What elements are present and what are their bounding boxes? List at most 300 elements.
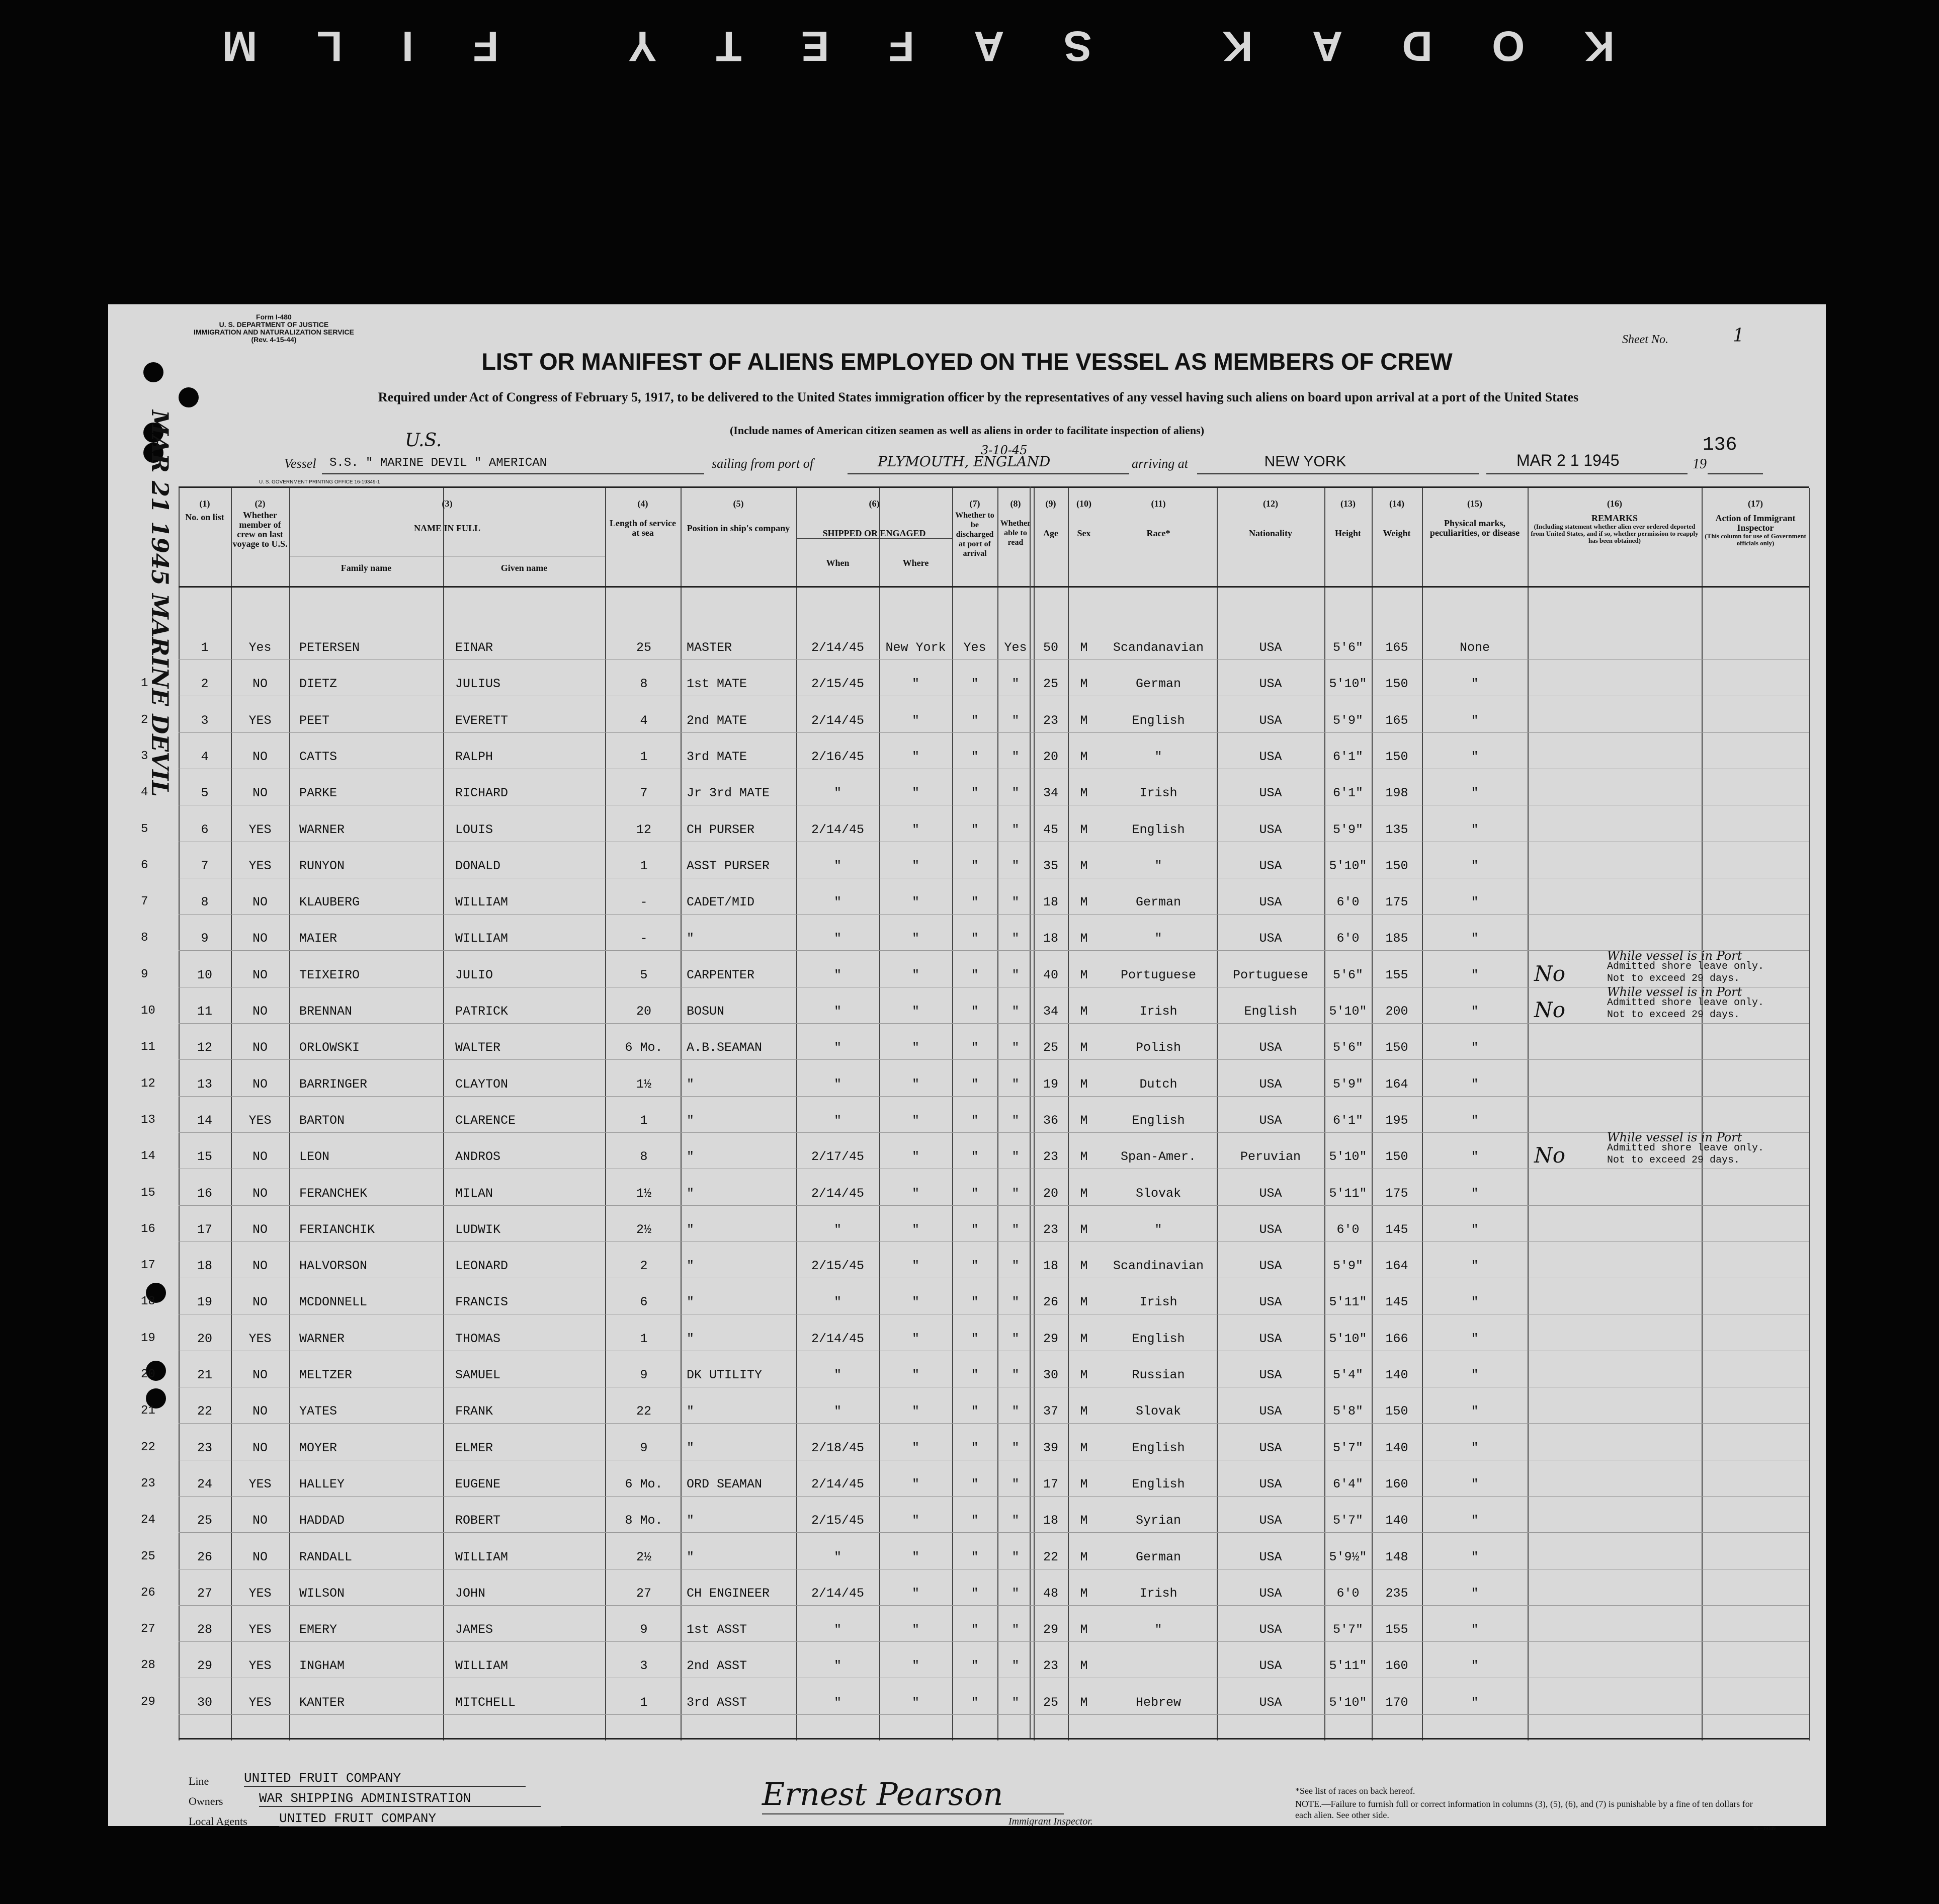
cell-read: " (1011, 1004, 1020, 1019)
cell-family: BARRINGER (299, 1077, 368, 1092)
margin-line-number: 18 (141, 1295, 155, 1309)
cell-age: 23 (1043, 1222, 1058, 1237)
cell-given: JULIO (455, 967, 493, 982)
cell-where: " (911, 677, 919, 692)
cell-where: " (911, 1695, 919, 1710)
cell-given: JAMES (455, 1622, 493, 1637)
cell-where: " (911, 713, 919, 728)
cell-last: YES (248, 1331, 272, 1346)
cell-pos: A.B.SEAMAN (687, 1040, 763, 1055)
cell-where: " (911, 895, 919, 910)
cell-nat: USA (1259, 677, 1282, 692)
cell-age: 25 (1043, 677, 1058, 692)
cell-disc: " (971, 1549, 979, 1564)
cell-pos: 1st MATE (687, 677, 747, 692)
cell-ht: 6'0 (1336, 1586, 1360, 1601)
margin-line-number: 28 (141, 1659, 155, 1673)
cell-sex: M (1080, 1440, 1088, 1455)
cell-where: " (911, 1331, 919, 1346)
cell-last: NO (252, 1186, 268, 1201)
cell-family: RANDALL (299, 1549, 353, 1564)
cell-nat: USA (1259, 1113, 1282, 1128)
cell-no: 27 (197, 1586, 212, 1601)
cell-family: EMERY (299, 1622, 338, 1637)
cell-pos: MASTER (687, 640, 732, 655)
cell-race: Scandanavian (1113, 640, 1204, 655)
cell-age: 50 (1043, 640, 1058, 655)
cell-race: Dutch (1139, 1077, 1177, 1092)
cell-sex: M (1080, 967, 1088, 982)
cell-race: English (1132, 1476, 1185, 1492)
cell-wt: 175 (1385, 1186, 1408, 1201)
cell-race: Irish (1139, 1004, 1177, 1019)
cell-race: German (1135, 677, 1181, 692)
cell-svc: 1 (640, 749, 648, 764)
cell-sex: M (1080, 822, 1088, 837)
cell-family: MCDONNELL (299, 1295, 368, 1310)
cell-given: JOHN (455, 1586, 486, 1601)
cell-given: WILLIAM (455, 895, 509, 910)
cell-disc: " (971, 713, 979, 728)
agents-value: UNITED FRUIT COMPANY (279, 1811, 561, 1827)
cell-pos: " (687, 1259, 695, 1274)
cell-sex: M (1080, 1659, 1088, 1674)
cell-family: ORLOWSKI (299, 1040, 360, 1055)
cell-race: Irish (1139, 1295, 1177, 1310)
cell-no: 8 (201, 895, 209, 910)
cell-where: " (911, 1440, 919, 1455)
cell-read: " (1011, 1077, 1020, 1092)
cell-no: 13 (197, 1077, 212, 1092)
cell-ht: 6'0 (1336, 895, 1360, 910)
cell-pos: 2nd MATE (687, 713, 747, 728)
cell-wt: 165 (1385, 713, 1408, 728)
cell-where: " (911, 1476, 919, 1492)
cell-pos: " (687, 1404, 695, 1419)
cell-svc: 20 (636, 1004, 651, 1019)
cell-nat: USA (1259, 1549, 1282, 1564)
sailing-port: PLYMOUTH, ENGLAND (878, 453, 1051, 470)
cell-where: " (911, 1513, 919, 1528)
cell-ht: 5'9" (1332, 1259, 1363, 1274)
cell-disc: " (971, 1513, 979, 1528)
cell-marks: None (1459, 640, 1490, 655)
cell-race: Hebrew (1135, 1695, 1181, 1710)
cell-wt: 185 (1385, 931, 1408, 946)
form-code: 16—19349 (1753, 1826, 1776, 1832)
col-header-action: Action of Immigrant Inspector (1715, 513, 1796, 533)
col-header-no: No. on list (185, 512, 224, 522)
cell-race: " (1154, 931, 1162, 946)
margin-line-number: 24 (141, 1513, 155, 1527)
cell-marks: " (1471, 822, 1479, 837)
cell-sex: M (1080, 1040, 1088, 1055)
cell-last: NO (252, 1004, 268, 1019)
remark-mark: No (1534, 998, 1566, 1022)
cell-when: 2/16/45 (811, 749, 865, 764)
cell-pos: 3rd MATE (687, 749, 747, 764)
cell-disc: " (971, 895, 979, 910)
cell-nat: USA (1259, 1295, 1282, 1310)
cell-age: 22 (1043, 1549, 1058, 1564)
cell-sex: M (1080, 1186, 1088, 1201)
cell-wt: 140 (1385, 1368, 1408, 1382)
cell-sex: M (1080, 895, 1088, 910)
cell-last: NO (252, 1149, 268, 1165)
cell-marks: " (1471, 858, 1479, 873)
cell-race: German (1135, 895, 1181, 910)
cell-when: 2/15/45 (811, 1259, 865, 1274)
cell-where: " (911, 1368, 919, 1382)
remark-text: Admitted shore leave only. (1607, 997, 1764, 1009)
cell-nat: USA (1259, 822, 1282, 837)
cell-no: 30 (197, 1695, 212, 1710)
cell-when: 2/18/45 (811, 1440, 865, 1455)
cell-marks: " (1471, 677, 1479, 692)
cell-age: 20 (1043, 1186, 1058, 1201)
cell-given: MITCHELL (455, 1695, 516, 1710)
cell-nat: USA (1259, 1404, 1282, 1419)
cell-family: FERIANCHIK (299, 1222, 375, 1237)
cell-read: " (1011, 1331, 1020, 1346)
cell-read: " (1011, 1259, 1020, 1274)
form-info: Form I-480 U. S. DEPARTMENT OF JUSTICE IMMIGRATION AND NATURALIZATION SERVICE (Rev. 4-15-44) (194, 313, 354, 344)
cell-no: 5 (201, 786, 209, 801)
cell-race: German (1135, 1549, 1181, 1564)
col-header-given-name: Given name (500, 563, 548, 573)
cell-where: " (911, 1549, 919, 1564)
cell-given: SAMUEL (455, 1368, 501, 1382)
cell-marks: " (1471, 1549, 1479, 1564)
cell-nat: USA (1259, 1368, 1282, 1382)
cell-sex: M (1080, 640, 1088, 655)
remark-text: Admitted shore leave only. (1607, 960, 1764, 972)
stamp-number: 136 (1703, 434, 1737, 456)
cell-sex: M (1080, 1404, 1088, 1419)
cell-age: 25 (1043, 1040, 1058, 1055)
cell-where: " (911, 1149, 919, 1165)
cell-read: " (1011, 1476, 1020, 1492)
cell-wt: 140 (1385, 1440, 1408, 1455)
cell-given: JULIUS (455, 677, 501, 692)
cell-age: 23 (1043, 713, 1058, 728)
cell-age: 45 (1043, 822, 1058, 837)
cell-family: HADDAD (299, 1513, 345, 1528)
cell-given: LOUIS (455, 822, 493, 837)
margin-line-number: 7 (141, 895, 148, 909)
cell-no: 17 (197, 1222, 212, 1237)
cell-svc: 1 (640, 1695, 648, 1710)
cell-family: FERANCHEK (299, 1186, 368, 1201)
cell-no: 24 (197, 1476, 212, 1492)
margin-line-number: 11 (141, 1040, 155, 1054)
cell-no: 12 (197, 1040, 212, 1055)
cell-read: " (1011, 1295, 1020, 1310)
cell-no: 6 (201, 822, 209, 837)
cell-family: LEON (299, 1149, 330, 1165)
cell-wt: 145 (1385, 1222, 1408, 1237)
cell-where: " (911, 1004, 919, 1019)
cell-svc: 1 (640, 1331, 648, 1346)
cell-marks: " (1471, 931, 1479, 946)
cell-pos: CARPENTER (687, 967, 755, 982)
cell-race: Polish (1135, 1040, 1181, 1055)
cell-no: 3 (201, 713, 209, 728)
cell-family: CATTS (299, 749, 338, 764)
cell-wt: 175 (1385, 895, 1408, 910)
remark-text: Not to exceed 29 days. (1607, 972, 1740, 984)
cell-disc: " (971, 1586, 979, 1601)
cell-where: " (911, 1077, 919, 1092)
cell-where: " (911, 1259, 919, 1274)
cell-svc: 1½ (636, 1077, 651, 1092)
margin-line-number: 12 (141, 1077, 155, 1091)
cell-read: " (1011, 1549, 1020, 1564)
cell-marks: " (1471, 1040, 1479, 1055)
cell-ht: 5'7" (1332, 1622, 1363, 1637)
col-header-remarks: REMARKS (1591, 513, 1638, 523)
cell-pos: " (687, 1440, 695, 1455)
margin-line-number: 25 (141, 1549, 155, 1563)
cell-family: BRENNAN (299, 1004, 353, 1019)
arriving-label: arriving at (1132, 456, 1188, 471)
cell-marks: " (1471, 1295, 1479, 1310)
cell-family: HALVORSON (299, 1259, 368, 1274)
cell-read: " (1011, 1695, 1020, 1710)
cell-nat: USA (1259, 1222, 1282, 1237)
cell-svc: 8 (640, 1149, 648, 1165)
cell-no: 14 (197, 1113, 212, 1128)
cell-wt: 145 (1385, 1295, 1408, 1310)
cell-disc: " (971, 1368, 979, 1382)
line-value: UNITED FRUIT COMPANY (244, 1771, 526, 1787)
cell-sex: M (1080, 1368, 1088, 1382)
cell-ht: 6'0 (1336, 1222, 1360, 1237)
manifest-sheet (108, 304, 1826, 1832)
cell-nat: USA (1259, 1259, 1282, 1274)
col-header-read: Whether able to read (1000, 519, 1031, 547)
margin-note: MAR 21 1945 MARINE DEVIL (146, 410, 174, 797)
cell-ht: 5'8" (1332, 1404, 1363, 1419)
cell-ht: 5'6" (1332, 640, 1363, 655)
cell-given: CLARENCE (455, 1113, 516, 1128)
cell-sex: M (1080, 1476, 1088, 1492)
cell-last: NO (252, 1513, 268, 1528)
cell-disc: " (971, 931, 979, 946)
cell-read: " (1011, 895, 1020, 910)
page-title: LIST OR MANIFEST OF ALIENS EMPLOYED ON THE VESSEL AS MEMBERS OF CREW (481, 348, 1453, 375)
cell-nat: USA (1259, 931, 1282, 946)
cell-nat: USA (1259, 640, 1282, 655)
cell-nat: USA (1259, 786, 1282, 801)
cell-svc: - (640, 895, 648, 910)
cell-given: EUGENE (455, 1476, 501, 1492)
cell-wt: 164 (1385, 1259, 1408, 1274)
cell-age: 18 (1043, 931, 1058, 946)
cell-nat: USA (1259, 858, 1282, 873)
cell-given: EVERETT (455, 713, 509, 728)
cell-svc: 12 (636, 822, 651, 837)
margin-line-number: 4 (141, 786, 148, 800)
cell-no: 25 (197, 1513, 212, 1528)
cell-last: YES (248, 1622, 272, 1637)
cell-pos: " (687, 1186, 695, 1201)
col-header-name: NAME IN FULL (413, 523, 480, 533)
cell-svc: 1 (640, 1113, 648, 1128)
cell-no: 16 (197, 1186, 212, 1201)
cell-nat: USA (1259, 1586, 1282, 1601)
cell-nat: USA (1259, 1476, 1282, 1492)
col-header-last-voyage: Whether member of crew on last voyage to U.S. (232, 510, 288, 549)
margin-line-number: 20 (141, 1368, 155, 1381)
cell-svc: 6 Mo. (625, 1476, 663, 1492)
cell-marks: " (1471, 1113, 1479, 1128)
cell-family: PETERSEN (299, 640, 360, 655)
cell-where: " (911, 967, 919, 982)
cell-given: RICHARD (455, 786, 509, 801)
cell-pos: CADET/MID (687, 895, 755, 910)
cell-ht: 5'10" (1329, 1004, 1367, 1019)
cell-when: " (833, 967, 841, 982)
cell-sex: M (1080, 1149, 1088, 1165)
margin-line-number: 9 (141, 967, 148, 981)
cell-last: NO (252, 931, 268, 946)
cell-race: Syrian (1135, 1513, 1181, 1528)
cell-marks: " (1471, 1404, 1479, 1419)
col-header-where: Where (902, 558, 929, 568)
cell-where: " (911, 1295, 919, 1310)
cell-age: 29 (1043, 1622, 1058, 1637)
cell-nat: USA (1259, 1186, 1282, 1201)
cell-marks: " (1471, 1331, 1479, 1346)
cell-disc: Yes (963, 640, 986, 655)
cell-ht: 6'0 (1336, 931, 1360, 946)
cell-nat: USA (1259, 1077, 1282, 1092)
cell-last: YES (248, 1695, 272, 1710)
cell-disc: " (971, 858, 979, 873)
margin-line-number: 1 (141, 677, 148, 691)
cell-disc: " (971, 1476, 979, 1492)
cell-race: English (1132, 713, 1185, 728)
cell-wt: 200 (1385, 1004, 1408, 1019)
cell-when: " (833, 1113, 841, 1128)
cell-no: 18 (197, 1259, 212, 1274)
vessel-value: S.S. " MARINE DEVIL " AMERICAN (329, 456, 547, 470)
cell-when: 2/17/45 (811, 1149, 865, 1165)
cell-sex: M (1080, 1513, 1088, 1528)
cell-given: LEONARD (455, 1259, 509, 1274)
cell-race: Slovak (1135, 1186, 1181, 1201)
cell-sex: M (1080, 1259, 1088, 1274)
cell-pos: " (687, 931, 695, 946)
cell-no: 22 (197, 1404, 212, 1419)
cell-read: " (1011, 713, 1020, 728)
cell-sex: M (1080, 1622, 1088, 1637)
cell-race: Irish (1139, 786, 1177, 801)
cell-last: NO (252, 895, 268, 910)
cell-svc: 8 Mo. (625, 1513, 663, 1528)
cell-no: 15 (197, 1149, 212, 1165)
cell-when: " (833, 786, 841, 801)
cell-age: 18 (1043, 1513, 1058, 1528)
cell-disc: " (971, 1440, 979, 1455)
cell-disc: " (971, 1259, 979, 1274)
cell-family: TEIXEIRO (299, 967, 360, 982)
punch-hole (179, 387, 199, 407)
cell-ht: 5'10" (1329, 858, 1367, 873)
cell-wt: 170 (1385, 1695, 1408, 1710)
cell-no: 19 (197, 1295, 212, 1310)
margin-line-number: 8 (141, 931, 148, 945)
cell-svc: 9 (640, 1622, 648, 1637)
remark-text: Not to exceed 29 days. (1607, 1009, 1740, 1021)
cell-last: YES (248, 1586, 272, 1601)
cell-svc: 2½ (636, 1222, 651, 1237)
cell-disc: " (971, 786, 979, 801)
cell-age: 48 (1043, 1586, 1058, 1601)
cell-nat: USA (1259, 1622, 1282, 1637)
cell-ht: 5'9" (1332, 713, 1363, 728)
cell-given: ELMER (455, 1440, 493, 1455)
cell-wt: 165 (1385, 640, 1408, 655)
cell-given: PATRICK (455, 1004, 509, 1019)
cell-race: English (1132, 1440, 1185, 1455)
col-header-nationality: Nationality (1248, 528, 1292, 538)
remark-text: While vessel is in Port (1607, 948, 1742, 963)
cell-family: KANTER (299, 1695, 345, 1710)
cell-disc: " (971, 1622, 979, 1637)
cell-last: YES (248, 822, 272, 837)
cell-read: " (1011, 1659, 1020, 1674)
cell-marks: " (1471, 786, 1479, 801)
cell-pos: 2nd ASST (687, 1659, 747, 1674)
cell-marks: " (1471, 1222, 1479, 1237)
cell-when: 2/14/45 (811, 640, 865, 655)
remark-mark: No (1534, 1143, 1566, 1168)
cell-sex: M (1080, 1077, 1088, 1092)
cell-where: New York (885, 640, 946, 655)
cell-when: " (833, 1040, 841, 1055)
cell-age: 36 (1043, 1113, 1058, 1128)
margin-line-number: 29 (141, 1695, 155, 1709)
cell-no: 1 (201, 640, 209, 655)
cell-when: " (833, 1404, 841, 1419)
cell-nat: Peruvian (1240, 1149, 1301, 1165)
owners-label: Owners (189, 1795, 223, 1807)
remark-mark: No (1534, 961, 1566, 986)
cell-race: Scandinavian (1113, 1259, 1204, 1274)
cell-disc: " (971, 1331, 979, 1346)
cell-disc: " (971, 1186, 979, 1201)
cell-ht: 5'11" (1329, 1186, 1367, 1201)
cell-when: " (833, 1622, 841, 1637)
cell-last: Yes (248, 640, 272, 655)
cell-sex: M (1080, 1113, 1088, 1128)
cell-where: " (911, 749, 919, 764)
cell-ht: 5'11" (1329, 1295, 1367, 1310)
cell-wt: 150 (1385, 1149, 1408, 1165)
col-header-age: Age (1043, 528, 1058, 538)
cell-read: " (1011, 1513, 1020, 1528)
col-header-physical-marks: Physical marks, peculiarities, or disease (1429, 518, 1520, 538)
cell-when: 2/14/45 (811, 1476, 865, 1492)
cell-sex: M (1080, 749, 1088, 764)
margin-line-number: 27 (141, 1622, 155, 1636)
cell-disc: " (971, 1077, 979, 1092)
cell-sex: M (1080, 1331, 1088, 1346)
cell-pos: 1st ASST (687, 1622, 747, 1637)
cell-last: NO (252, 1295, 268, 1310)
